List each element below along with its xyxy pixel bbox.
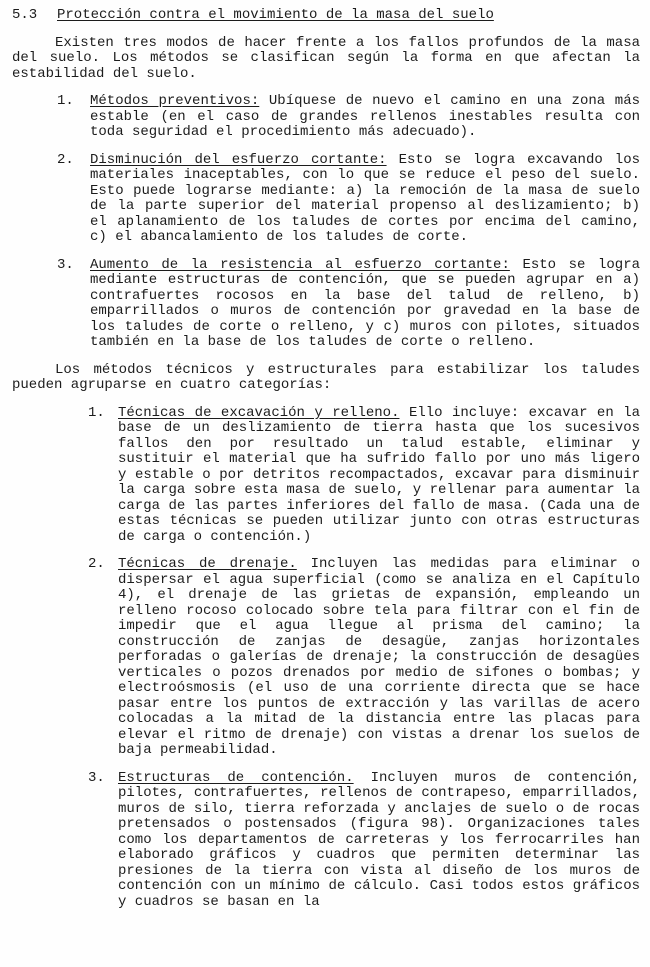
list-item-body: Ello incluye: excavar en la base de un deslizamiento de tierra hasta que los sucesivos fallos den por resultado un talud estable, eliminar y sustituir el material que ha sufrido fallo por uno más ligero y estable o por detritos recompactados, excavar para disminuir la carga sobre esta masa de suelo, y rellenar para aumentar la carga de las partes inferiores del fallo de masa. (Cada una de estas técnicas se pueden utilizar junto con otras estructuras de carga o contención.) [118,404,640,545]
methods-list [12,94,640,351]
middle-paragraph: Los métodos técnicos y estructurales para estabilizar los taludes pueden agruparse en cuatro categorías: [12,361,640,393]
list-item-number: 2. [57,151,74,168]
list-item [12,258,640,351]
list-item [12,94,640,141]
list-item [12,406,640,546]
list-item-body: Incluyen muros de contención, pilotes, contrafuertes, rellenos de contrapeso, emparrillados, muros de silo, tierra reforzada y anclajes de suelo o de rocas pretensados o postensados (figura 98). Organizaciones tales como los departamentos de carreteras y los ferrocarriles han elaborado gráficos y cuadros que permiten determinar las presiones de la tierra con vista al diseño de los muros de contención con un mínimo de cálculo. Casi todos estos gráficos y cuadros se basan en la [118,769,641,910]
list-item [12,153,640,246]
list-item-body: Esto se logra mediante estructuras de contención, que se pueden agrupar en a) contrafuertes rocosos en la base del talud de relleno, b) emparrillados o muros de contención por gravedad en la base de los taludes de corte o relleno, y c) muros con pilotes, situados también en la base de los taludes de corte o relleno. [90,256,641,350]
list-item-text [118,406,640,546]
list-item-body: Ubíquese de nuevo el camino en una zona más estable (en el caso de grandes rellenos inestables resulta con toda seguridad el procedimiento más adecuado). [90,93,641,140]
list-item-lead: Técnicas de drenaje. [118,556,297,572]
list-item-number: 1. [88,404,105,421]
categories-list [12,406,640,911]
list-item-body: Esto se logra excavando los materiales inaceptables, con lo que se reduce el peso del suelo. Esto puede lograrse mediante: a) la remoción de la masa de suelo de la parte superior del material propenso al deslizamiento; b) el aplanamiento de los taludes de cortes por encima del camino, c) el abancalamiento de los taludes de corte. [90,151,640,245]
list-item-text [90,94,640,141]
list-item-lead: Disminución del esfuerzo cortante: [90,151,387,168]
list-item-number: 3. [88,769,105,786]
list-item-text [90,153,640,246]
section-number: 5.3 [12,7,38,23]
list-item-lead: Aumento de la resistencia al esfuerzo cortante: [90,256,510,273]
intro-paragraph: Existen tres modos de hacer frente a los fallos profundos de la masa del suelo. Los métodos se clasifican según la forma en que afectan la estabilidad del suelo. [12,34,640,82]
list-item-lead: Estructuras de contención. [118,769,354,786]
list-item-text [118,771,640,911]
list-item-number: 3. [57,256,74,273]
section-heading-row [12,8,640,24]
list-item-number: 2. [88,556,105,572]
list-item-text [118,557,640,759]
section-title: Protección contra el movimiento de la masa del suelo [57,7,494,23]
list-item [12,771,640,911]
list-item [12,557,640,759]
list-item-lead: Técnicas de excavación y relleno. [118,404,400,421]
list-item-body: Incluyen las medidas para eliminar o dispersar el agua superficial (como se analiza en el Capítulo 4), el drenaje de las grietas de expansión, empleando un relleno rocoso colocado sobre tela para filtrar con el fin de impedir que el agua llegue al prisma del camino; la construcción de zanjas de desagüe, zanjas horizontales perforadas o galerías de drenaje; la construcción de desagües verticales o pozos drenados por medio de sifones o bombas; y electroósmosis (el uso de una corriente directa que se hace pasar entre los puntos de extracción y las varillas de acero colocadas a la mitad de la distancia entre las placas para elevar el ritmo de drenaje) con vistas a drenar los suelos de baja permeabilidad. [118,556,641,758]
list-item-text [90,258,640,351]
list-item-lead: Métodos preventivos: [90,93,260,109]
list-item-number: 1. [57,93,74,109]
